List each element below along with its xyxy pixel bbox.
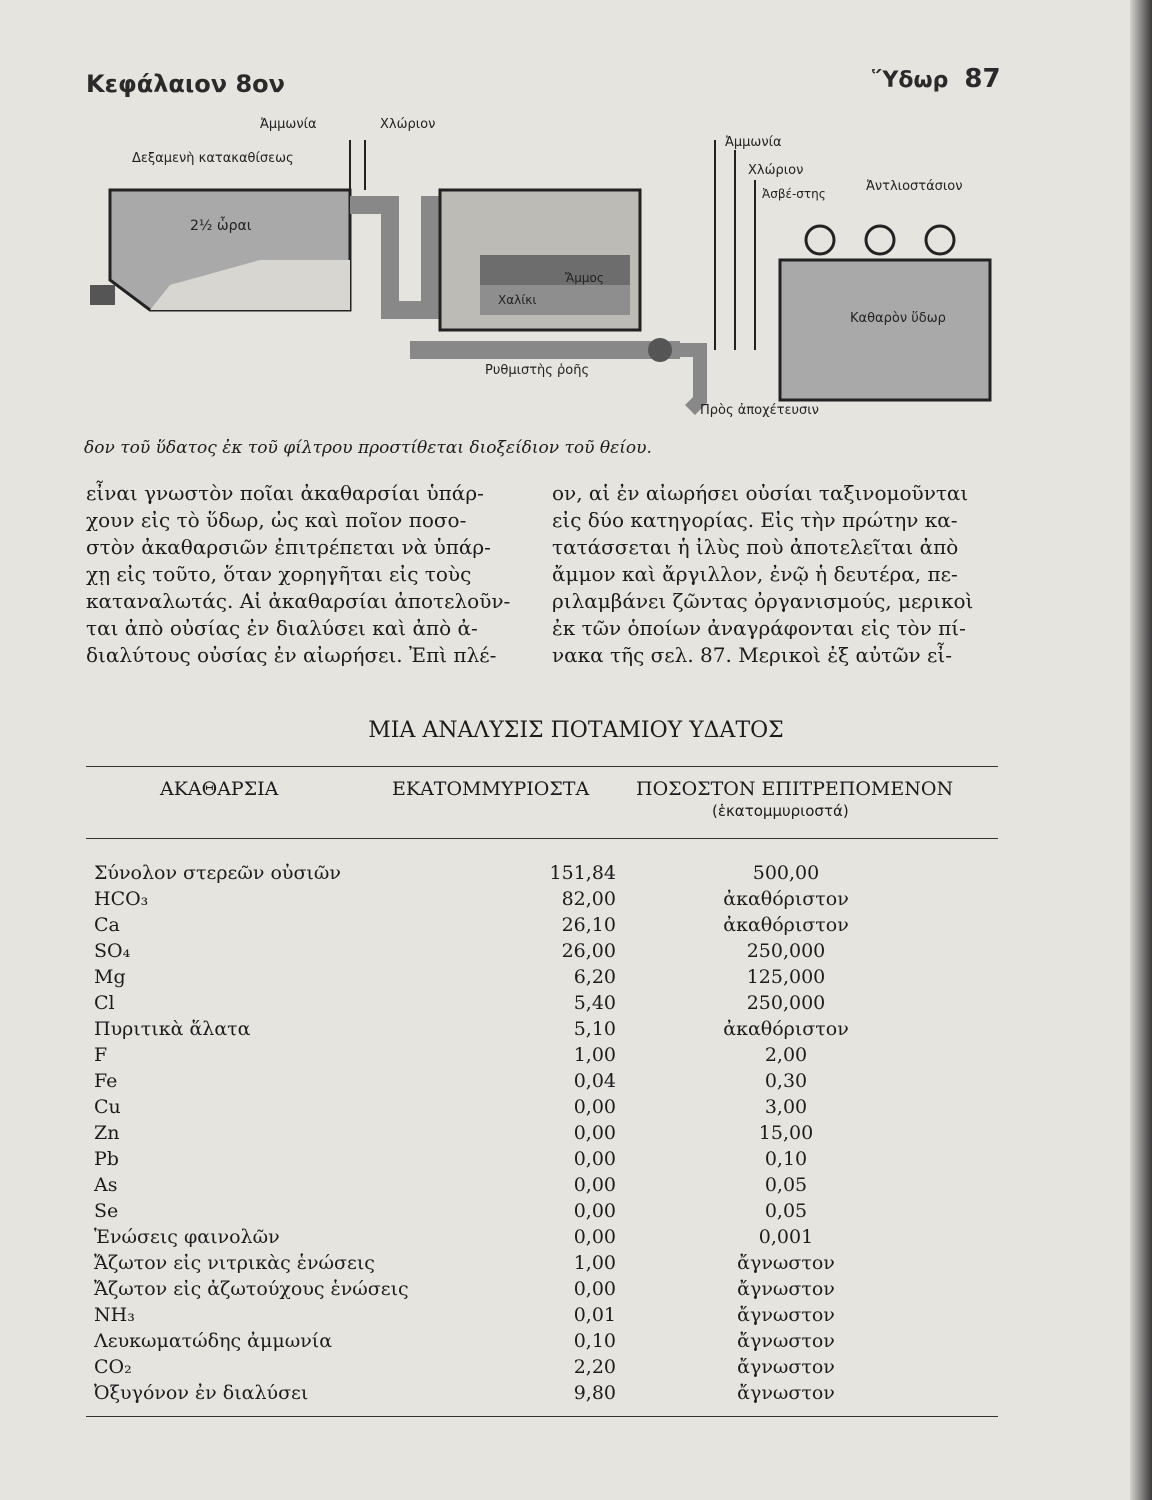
- figure-caption: δον τοῦ ὕδατος ἐκ τοῦ φίλτρου προστίθεται διοξείδιον τοῦ θείου.: [84, 438, 652, 458]
- impurity-cell: Πυριτικὰ ἅλατα: [94, 1018, 251, 1040]
- ppm-cell: 0,01: [573, 1304, 616, 1326]
- column-header-allowed: ΠΟΣΟΣΤΟΝ ΕΠΙΤΡΕΠΟΜΕΝΟΝ: [636, 778, 954, 800]
- column-header-ppm: ΕΚΑΤΟΜΜΥΡΙΟΣΤΑ: [392, 778, 590, 800]
- page-edge-shadow: [1130, 0, 1152, 1500]
- ppm-cell: 1,00: [573, 1252, 616, 1274]
- table-row: [86, 1148, 998, 1174]
- ppm-cell: 2,20: [573, 1356, 616, 1378]
- text-line: νακα τῆς σελ. 87. Μερικοὶ ἐξ αὐτῶν εἶ-: [552, 643, 952, 667]
- text-line: ριλαμβάνει ζῶντας ὀργανισμούς, μερικοὶ: [552, 589, 974, 613]
- inlet-valve: [90, 285, 115, 305]
- impurity-cell: Ὀξυγόνον ἐν διαλύσει: [94, 1382, 309, 1404]
- table-row: [86, 940, 998, 966]
- impurity-cell: Mg: [94, 966, 126, 988]
- impurity-cell: F: [94, 1044, 108, 1066]
- table-row: [86, 1356, 998, 1382]
- label-clean-water: Καθαρὸν ὕδωρ: [850, 311, 946, 326]
- impurity-cell: Ἄζωτον εἰς ἀζωτούχους ἑνώσεις: [94, 1278, 409, 1300]
- connector-pipe: [350, 205, 440, 310]
- ppm-cell: 26,10: [561, 914, 616, 936]
- impurity-cell: Ἄζωτον εἰς νιτρικὰς ἑνώσεις: [94, 1252, 375, 1274]
- label-ammonia: Ἀμμωνία: [260, 117, 317, 132]
- table-bottom-rule: [86, 1416, 998, 1417]
- allowed-cell: 2,00: [764, 1044, 808, 1066]
- impurity-cell: Cu: [94, 1096, 121, 1118]
- flow-regulator-icon: [648, 338, 672, 362]
- allowed-cell: ἀκαθόριστον: [723, 914, 849, 936]
- table-header-rule: [86, 838, 998, 839]
- column-header-allowed-unit: (ἑκατομμυριοστά): [712, 802, 849, 820]
- ppm-cell: 5,10: [573, 1018, 616, 1040]
- label-sand: Ἄμμος: [565, 271, 604, 285]
- ppm-cell: 0,00: [573, 1148, 616, 1170]
- table-row: [86, 1200, 998, 1226]
- allowed-cell: 0,001: [758, 1226, 814, 1248]
- allowed-cell: ἀκαθόριστον: [723, 1018, 849, 1040]
- allowed-cell: 250,000: [746, 992, 826, 1014]
- ppm-cell: 6,20: [573, 966, 616, 988]
- ppm-cell: 9,80: [573, 1382, 616, 1404]
- text-line: διαλύτους οὐσίας ἐν αἰωρήσει. Ἐπὶ πλέ-: [86, 643, 497, 667]
- table-top-rule: [86, 766, 998, 767]
- impurity-cell: CO₂: [94, 1356, 132, 1378]
- label-settling-tank: Δεξαμενὴ κατακαθίσεως: [132, 151, 294, 166]
- label-flow-regulator: Ρυθμιστὴς ῥοῆς: [485, 363, 590, 378]
- body-text-left: [86, 480, 556, 669]
- impurity-cell: Ca: [94, 914, 120, 936]
- allowed-cell: 3,00: [764, 1096, 808, 1118]
- page-number: 87: [964, 64, 1001, 94]
- allowed-cell: ἀκαθόριστον: [723, 888, 849, 910]
- text-line: εἰς δύο κατηγορίας. Εἰς τὴν πρώτην κα-: [552, 508, 958, 532]
- text-line: τατάσσεται ἡ ἰλὺς ποὺ ἀποτελεῖται ἀπὸ: [552, 535, 959, 559]
- text-line: ον, αἱ ἐν αἰωρήσει οὐσίαι ταξινομοῦνται: [552, 481, 969, 505]
- label-drain: Πρὸς ἀποχέτευσιν: [700, 403, 819, 418]
- text-line: εἶναι γνωστὸν ποῖαι ἀκαθαρσίαι ὑπάρ-: [86, 481, 484, 505]
- text-line: χουν εἰς τὸ ὕδωρ, ὡς καὶ ποῖον ποσο-: [86, 508, 467, 532]
- impurity-cell: Ἑνώσεις φαινολῶν: [94, 1226, 280, 1248]
- allowed-cell: ἄγνωστον: [737, 1330, 835, 1352]
- allowed-cell: 15,00: [758, 1122, 814, 1144]
- table-row: [86, 992, 998, 1018]
- table-row: [86, 1330, 998, 1356]
- body-text-right: [552, 480, 1022, 669]
- water-treatment-diagram: [80, 110, 1000, 430]
- allowed-cell: 0,05: [764, 1200, 808, 1222]
- ppm-cell: 0,04: [573, 1070, 616, 1092]
- table-row: [86, 1174, 998, 1200]
- impurity-cell: Zn: [94, 1122, 120, 1144]
- text-line: στὸν ἀκαθαρσιῶν ἐπιτρέπεται νὰ ὑπάρ-: [86, 535, 491, 559]
- label-lime: Ἀσβέ-στης: [762, 187, 826, 201]
- table-title: ΜΙΑ ΑΝΑΛΥΣΙΣ ΠΟΤΑΜΙΟΥ ΥΔΑΤΟΣ: [368, 718, 784, 743]
- chapter-title: Κεφάλαιον 8ον: [86, 70, 285, 98]
- allowed-cell: 0,10: [764, 1148, 808, 1170]
- label-chlorine-right: Χλώριον: [748, 163, 804, 178]
- allowed-cell: ἄγνωστον: [737, 1304, 835, 1326]
- sand-filter: [440, 190, 640, 330]
- ppm-cell: 0,10: [573, 1330, 616, 1352]
- text-line: καταναλωτάς. Αἱ ἀκαθαρσίαι ἀποτελοῦν-: [86, 589, 511, 613]
- impurity-cell: HCO₃: [94, 888, 149, 910]
- table-row: [86, 862, 998, 888]
- ppm-cell: 0,00: [573, 1278, 616, 1300]
- impurity-cell: Fe: [94, 1070, 118, 1092]
- ppm-cell: 0,00: [573, 1200, 616, 1222]
- column-header-impurity: ΑΚΑΘΑΡΣΙΑ: [160, 778, 279, 800]
- table-row: [86, 1226, 998, 1252]
- label-chlorine: Χλώριον: [380, 117, 436, 132]
- table-row: [86, 1044, 998, 1070]
- settling-tank: [110, 190, 350, 310]
- impurity-cell: Se: [94, 1200, 119, 1222]
- table-row: [86, 1070, 998, 1096]
- section-title: Ὕδωρ: [872, 68, 949, 93]
- allowed-cell: 0,30: [764, 1070, 808, 1092]
- label-hours: 2½ ὧραι: [190, 218, 252, 234]
- analysis-table: [86, 862, 998, 1408]
- text-line: ἄμμον καὶ ἄργιλλον, ἐνῷ ἡ δευτέρα, πε-: [552, 562, 958, 586]
- text-line: ἐκ τῶν ὁποίων ἀναγράφονται εἰς τὸν πί-: [552, 616, 966, 640]
- allowed-cell: ἄγνωστον: [737, 1382, 835, 1404]
- ppm-cell: 0,00: [573, 1174, 616, 1196]
- impurity-cell: SO₄: [94, 940, 131, 962]
- table-row: [86, 888, 998, 914]
- table-row: [86, 966, 998, 992]
- ppm-cell: 1,00: [573, 1044, 616, 1066]
- table-row: [86, 1304, 998, 1330]
- ppm-cell: 0,00: [573, 1226, 616, 1248]
- table-row: [86, 1382, 998, 1408]
- ppm-cell: 0,00: [573, 1096, 616, 1118]
- impurity-cell: Pb: [94, 1148, 119, 1170]
- table-row: [86, 1018, 998, 1044]
- impurity-cell: Cl: [94, 992, 115, 1014]
- table-row: [86, 1122, 998, 1148]
- table-row: [86, 1278, 998, 1304]
- impurity-cell: Λευκωματώδης ἀμμωνία: [94, 1330, 333, 1352]
- drain-pipe: [680, 350, 700, 410]
- impurity-cell: NH₃: [94, 1304, 135, 1326]
- allowed-cell: 500,00: [752, 862, 820, 884]
- label-gravel: Χαλίκι: [498, 293, 537, 307]
- impurity-cell: As: [94, 1174, 118, 1196]
- ppm-cell: 151,84: [549, 862, 616, 884]
- section-header: [872, 64, 1001, 94]
- ppm-cell: 82,00: [561, 888, 616, 910]
- text-line: ται ἀπὸ οὐσίας ἐν διαλύσει καὶ ἀπὸ ἀ-: [86, 616, 478, 640]
- label-ammonia-right: Ἀμμωνία: [725, 135, 782, 150]
- label-pumping-station: Ἀντλιοστάσιον: [866, 179, 963, 194]
- table-row: [86, 1252, 998, 1278]
- ppm-cell: 0,00: [573, 1122, 616, 1144]
- allowed-cell: ἄγνωστον: [737, 1278, 835, 1300]
- allowed-cell: 125,000: [746, 966, 826, 988]
- allowed-cell: ἄγνωστον: [737, 1252, 835, 1274]
- allowed-cell: ἄγνωστον: [737, 1356, 835, 1378]
- ppm-cell: 5,40: [573, 992, 616, 1014]
- text-line: χῃ εἰς τοῦτο, ὅταν χορηγῆται εἰς τοὺς: [86, 562, 472, 586]
- ppm-cell: 26,00: [561, 940, 616, 962]
- impurity-cell: Σύνολον στερεῶν οὐσιῶν: [94, 862, 341, 884]
- table-row: [86, 1096, 998, 1122]
- allowed-cell: 250,000: [746, 940, 826, 962]
- table-row: [86, 914, 998, 940]
- allowed-cell: 0,05: [764, 1174, 808, 1196]
